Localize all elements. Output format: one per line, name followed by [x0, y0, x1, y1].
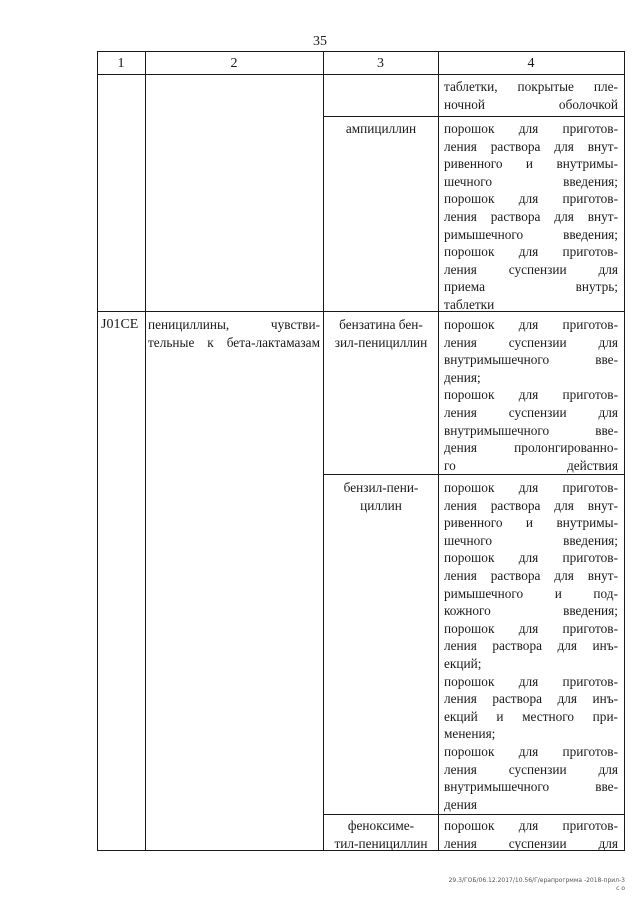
- drug-forms-ampicillin: [444, 120, 618, 314]
- cell-line: зил-пенициллин: [334, 334, 428, 350]
- cell-line: го действия: [444, 457, 618, 473]
- cell-line: пенициллины, чувстви-: [148, 317, 320, 332]
- cell-line: порошок для приготов-: [444, 818, 618, 833]
- document-stamp-mark: с о: [616, 885, 625, 892]
- cell-line: дения;: [444, 369, 481, 385]
- cell-line: таблетки: [444, 296, 495, 312]
- document-stamp: [410, 877, 625, 893]
- cell-line: ления суспензии для: [444, 334, 618, 350]
- drug-name-ampicillin: [326, 120, 436, 138]
- cell-line: порошок для приготов-: [444, 244, 618, 260]
- cell-line: внутримышечного вве-: [444, 779, 618, 795]
- cell-line: римышечного введения;: [444, 226, 618, 242]
- cell-line: екций;: [444, 655, 482, 671]
- cell-line: шечного введения;: [444, 532, 618, 548]
- cell-line: порошок для приготов-: [444, 620, 618, 636]
- drug-name-benzylpenicillin: [326, 479, 436, 514]
- cell-line: ривенного и внутримы-: [444, 156, 618, 172]
- cell-line: ления раствора для внут-: [444, 497, 618, 513]
- carryover-forms: [444, 78, 618, 113]
- cell-line: приема внутрь;: [444, 279, 618, 295]
- cell-line: менения;: [444, 726, 496, 742]
- cell-line: тил-пенициллин: [334, 835, 428, 851]
- cell-line: порошок для приготов-: [444, 191, 618, 207]
- cell-line: порошок для приготов-: [444, 317, 618, 332]
- col-header-2: 2: [230, 56, 238, 71]
- col-header-1: 1: [117, 56, 125, 71]
- cell-line: бензил-пени-: [343, 480, 419, 495]
- col-header-3: 3: [377, 56, 384, 71]
- cell-line: ночной оболочкой: [444, 96, 618, 112]
- cell-line: шечного введения;: [444, 173, 618, 189]
- cell-line: екций и местного при-: [444, 708, 618, 724]
- cell-line: ления суспензии для: [444, 761, 618, 777]
- cell-line: порошок для приготов-: [444, 387, 618, 403]
- cell-line: ления суспензии для: [444, 404, 618, 420]
- cell-line: порошок для приготов-: [444, 743, 618, 759]
- cell-line: римышечного и под-: [444, 585, 618, 601]
- cell-line: ления раствора для внут-: [444, 138, 618, 154]
- cell-line: порошок для приготов-: [444, 550, 618, 566]
- cell-line: порошок для приготов-: [444, 121, 618, 136]
- cell-line: дения: [444, 796, 478, 812]
- cell-line: ления суспензии для: [444, 835, 618, 851]
- cell-line: ления суспензии для: [444, 261, 618, 277]
- cell-line: циллин: [360, 497, 402, 513]
- drug-name-phenoxymethyl: [326, 817, 436, 852]
- cell-line: ления раствора для внут-: [444, 567, 618, 583]
- cell-line: ампициллин: [345, 121, 417, 136]
- page-number: 35: [313, 34, 327, 49]
- cell-line: ления раствора для внут-: [444, 208, 618, 224]
- drug-forms-benzathine: [444, 316, 618, 474]
- drug-name-benzathine: [326, 316, 436, 351]
- cell-line: бензатина бен-: [339, 317, 423, 332]
- cell-line: внутримышечного вве-: [444, 422, 618, 438]
- cell-line: феноксиме-: [347, 818, 415, 833]
- group-name: [148, 316, 320, 351]
- cell-line: ления раствора для инъ-: [444, 638, 618, 654]
- col-header-4: 4: [527, 56, 535, 71]
- drug-forms-benzylpenicillin: [444, 479, 618, 813]
- cell-line: порошок для приготов-: [444, 480, 618, 495]
- cell-line: внутримышечного вве-: [444, 352, 618, 368]
- cell-line: тельные к бета-лактамазам: [148, 334, 320, 350]
- cell-line: дения пролонгированно-: [444, 440, 618, 456]
- cell-line: ривенного и внутримы-: [444, 515, 618, 531]
- document-stamp-text: 29.3/ГОБ/06.12.2017/10.56/Г/ерапрогрмма -2018-прил-3: [448, 877, 625, 884]
- group-code: J01CE: [101, 317, 139, 332]
- cell-line: таблетки, покрытые пле-: [444, 79, 618, 94]
- cell-line: кожного введения;: [444, 603, 618, 619]
- cell-line: порошок для приготов-: [444, 673, 618, 689]
- drug-forms-phenoxymethyl: [444, 817, 618, 852]
- cell-line: ления раствора для инъ-: [444, 691, 618, 707]
